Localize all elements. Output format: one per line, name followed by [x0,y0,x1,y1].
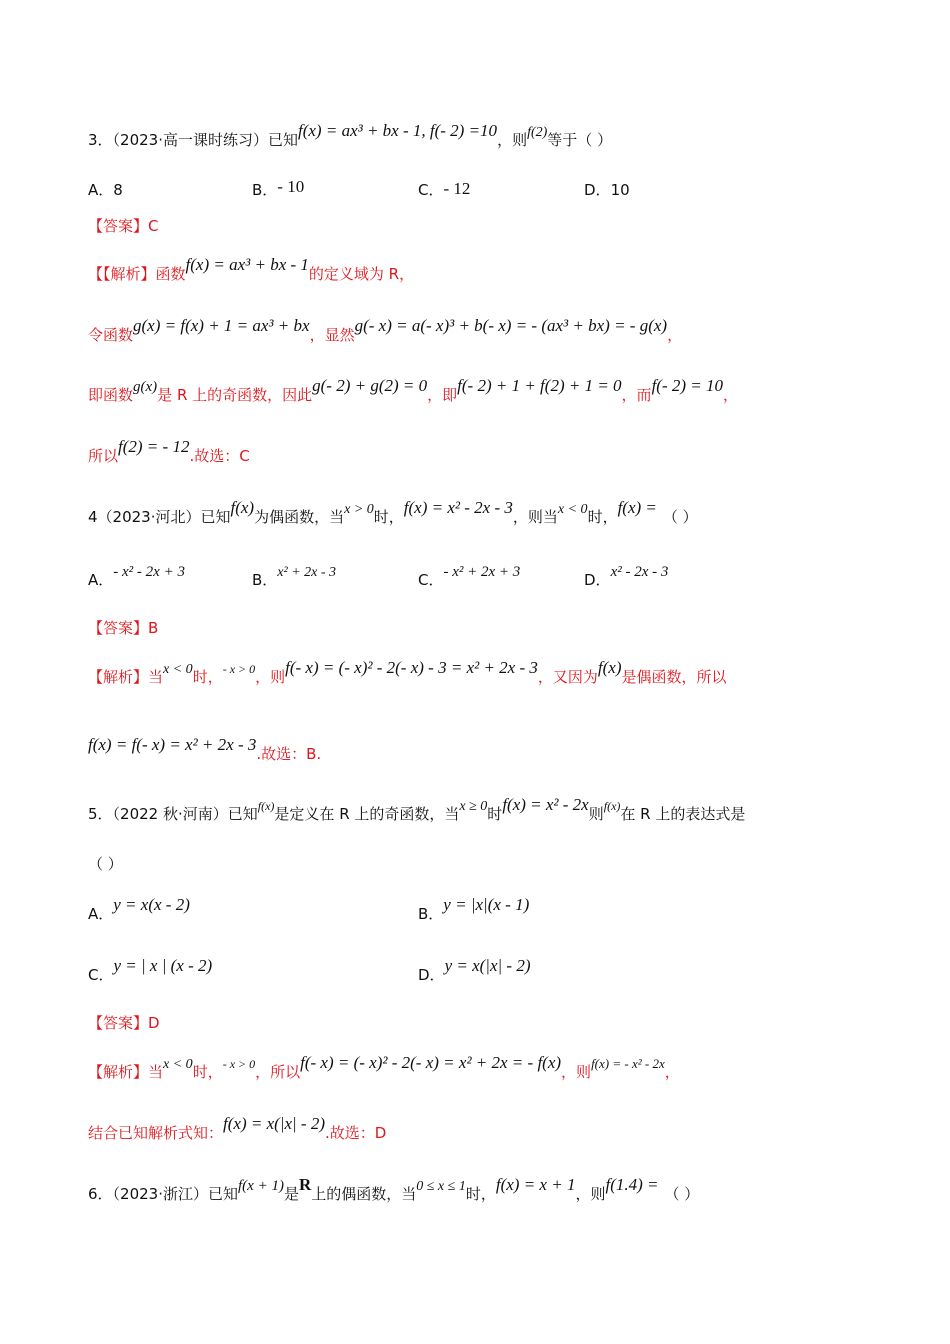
exp-text: .故选：C [189,447,250,465]
option-label: A． [88,181,114,199]
q5-formula: f(x) [257,799,275,813]
q5-text: 时 [487,805,503,823]
exp-text: ，则 [561,1063,592,1081]
exp-formula: g(- x) = a(- x)³ + b(- x) = - (ax³ + bx) = - g(x) [354,316,668,335]
q4-tail: （ ） [662,508,698,526]
q4-exp-line1 [88,658,727,689]
q4-exp-line2 [88,735,322,764]
q6-number: 6． [88,1185,113,1203]
q3-option-b [252,177,305,200]
q3-option-a [88,180,123,200]
exp-formula: f(- 2) + 1 + f(2) + 1 = 0 [457,376,622,395]
exp-formula: f(x) = - x² - 2x [591,1056,665,1071]
q6-source: （2023·浙江）已知 [112,1185,238,1203]
q4-formula: f(x) = [617,498,657,517]
exp-text: 是偶函数，所以 [621,668,727,686]
q6-text: 是 [283,1185,299,1203]
q3-exp-line2 [88,316,683,345]
q3-tail: 等于（ ） [547,131,613,149]
exp-text: 的定义域为 R， [308,265,415,283]
q5-source: （2022 秋·河南）已知 [112,805,258,823]
q5-option-a [88,895,190,924]
q5-text: 是定义在 R 上的奇函数，当 [274,805,460,823]
exp-formula: f(2) = - 12 [118,437,190,456]
option-value: 8 [113,181,123,199]
q6-text: ，则 [575,1185,606,1203]
exp-text: .故选：D [325,1124,387,1142]
q5-option-d [418,956,531,985]
q4-formula: f(x) = x² - 2x - 3 [403,498,513,517]
exp-text: ， [664,1063,680,1081]
q3-f2: f(2) [527,125,548,140]
exp-formula: f(- x) = (- x)² - 2(- x) = x² + 2x = - f(x) [300,1053,562,1072]
exp-text: 时， [192,1063,223,1081]
q5-formula: x ≥ 0 [459,799,488,814]
exp-text: 【【解析】函数 [88,265,186,283]
q4-option-d [584,564,669,591]
q6-formula: f(1.4) = [605,1175,659,1194]
exp-text: 时， [192,668,223,686]
option-label: B． [252,181,278,199]
q6-text: 上的偶函数，当 [311,1185,417,1203]
exp-text: 结合已知解析式知： [88,1124,224,1142]
q4-option-c [418,564,521,591]
q3-option-d [584,180,630,200]
q6-stem [88,1175,700,1206]
q4-formula: x < 0 [557,502,588,517]
exp-text: ，所以 [255,1063,301,1081]
exp-formula: g(x) = f(x) + 1 = ax³ + bx [133,316,310,335]
q6-formula: f(x + 1) [238,1178,284,1194]
exp-text: 是 R 上的奇函数，因此 [157,386,313,404]
exp-text: 令函数 [88,326,134,344]
q3-exp-line4 [88,437,250,466]
q4-text: ，则当 [512,508,558,526]
exp-formula: f(x) = f(- x) = x² + 2x - 3 [88,735,257,754]
q6-r: R [298,1175,312,1194]
q4-stem [88,498,698,529]
q4-text: 为偶函数，当 [254,508,345,526]
q3-exp-line3 [88,376,739,406]
exp-formula: x < 0 [163,662,193,677]
option-label: D． [418,966,445,984]
q4-formula: f(x) [230,498,255,517]
exp-formula: f(- x) = (- x)² - 2(- x) - 3 = x² + 2x - 3 [285,658,538,677]
option-value: - x² + 2x + 3 [443,564,521,580]
exp-formula: f(x) = x(|x| - 2) [223,1114,325,1133]
exp-formula: g(- 2) + g(2) = 0 [312,376,428,395]
q3-formula: f(x) = ax³ + bx - 1, f(- 2) =10 [298,121,498,140]
option-value: y = | x | (x - 2) [113,956,213,975]
exp-text: 即函数 [88,386,134,404]
q4-answer: 【答案】B [88,619,159,637]
q3-mid: ，则 [497,131,528,149]
option-value: - 10 [277,177,305,196]
exp-text: 【解析】当 [88,668,164,686]
option-label: C． [418,181,444,199]
q3-source: （2023·高一课时练习）已知 [112,131,298,149]
q5-exp-line1 [88,1053,680,1084]
option-label: C． [418,571,444,589]
option-value: - 12 [443,179,471,198]
exp-text: ， [667,326,683,344]
exp-formula: x < 0 [163,1057,193,1072]
q6-tail: （ ） [664,1185,700,1203]
exp-formula: f(x) [597,658,622,677]
q5-number: 5． [88,805,113,823]
exp-text: ， [723,386,739,404]
option-value: x² + 2x - 3 [277,565,337,580]
exp-formula: - x > 0 [222,1057,256,1071]
exp-text: ，又因为 [537,668,598,686]
exp-text: .故选：B. [256,745,322,763]
option-value: 10 [610,181,630,199]
q6-text: 时， [465,1185,496,1203]
exp-text: 【解析】当 [88,1063,164,1081]
q3-answer: 【答案】C [88,217,159,235]
q5-formula: f(x) = x² - 2x [502,795,589,814]
q5-exp-line2 [88,1114,387,1143]
option-value: - x² - 2x + 3 [113,564,185,580]
q3-exp-line1 [88,255,415,284]
exp-formula: g(x) [133,379,158,395]
option-label: B． [252,571,278,589]
q4-text: 时， [587,508,618,526]
q4-formula: x > 0 [344,502,374,517]
option-label: C． [88,966,114,984]
exp-text: ，而 [621,386,652,404]
exp-formula: f(x) = ax³ + bx - 1 [185,255,309,274]
q5-formula: f(x) [603,799,621,813]
option-label: A． [88,571,114,589]
q6-formula: 0 ≤ x ≤ 1 [416,1179,466,1194]
q3-option-c [418,180,470,200]
q5-paren: （ ） [88,855,123,873]
exp-text: ，则 [255,668,286,686]
option-label: D． [584,181,611,199]
option-value: y = x(|x| - 2) [444,956,531,975]
option-label: D． [584,571,611,589]
q3-number: 3． [88,131,113,149]
q5-option-c [88,956,213,985]
q5-text: 则 [588,805,604,823]
exp-text: 所以 [88,447,119,465]
option-value: x² - 2x - 3 [610,564,669,580]
option-label: B． [418,905,444,923]
q6-formula: f(x) = x + 1 [495,1175,576,1194]
option-value: y = |x|(x - 1) [443,895,530,914]
q3-stem [88,121,613,152]
q5-option-b [418,895,530,924]
q5-stem [88,795,746,826]
exp-formula: - x > 0 [222,662,256,676]
q5-answer: 【答案】D [88,1014,160,1032]
exp-text: ，即 [427,386,458,404]
option-value: y = x(x - 2) [113,895,190,914]
q4-text: 时， [373,508,404,526]
q4-number: 4（2023·河北）已知 [88,508,231,526]
exp-text: ，显然 [309,326,355,344]
option-label: A． [88,905,114,923]
exp-formula: f(- 2) = 10 [651,376,723,395]
q4-option-a [88,564,185,591]
q4-option-b [252,565,337,592]
q5-text: 在 R 上的表达式是 [620,805,746,823]
